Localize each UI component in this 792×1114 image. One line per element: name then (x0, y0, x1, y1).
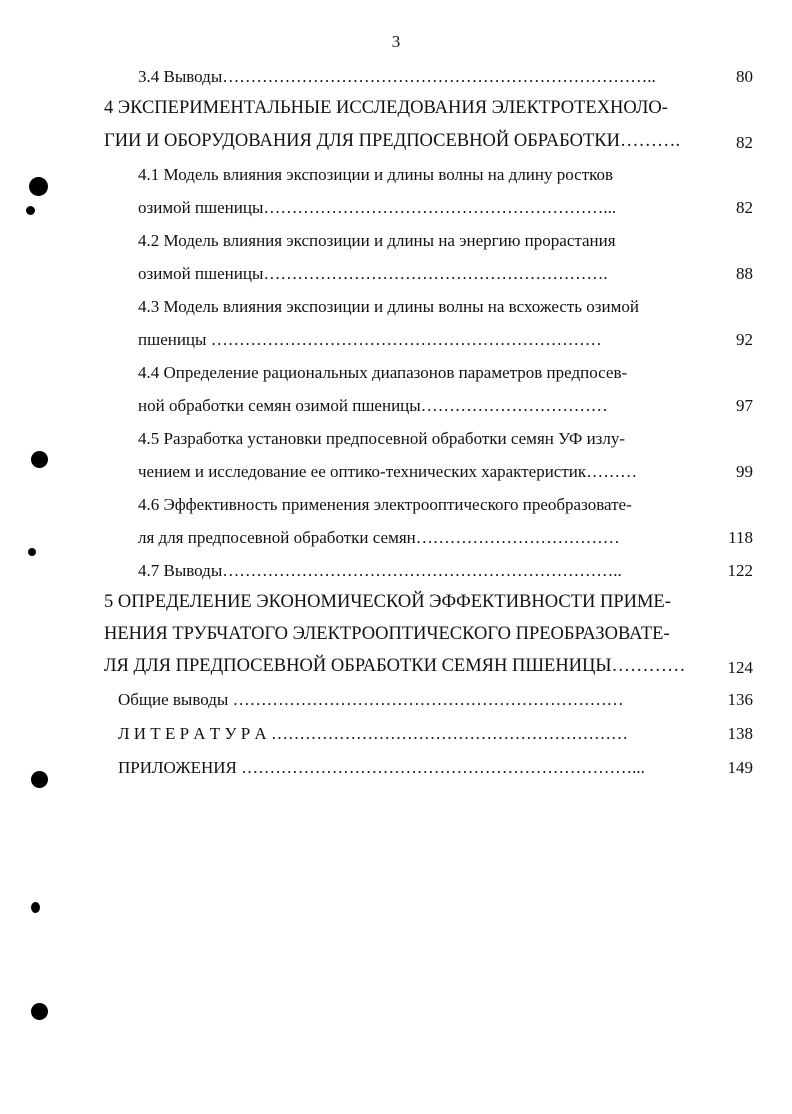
toc-entry-page: 97 (736, 396, 753, 415)
toc-entry-text: ЛЯ ДЛЯ ПРЕДПОСЕВНОЙ ОБРАБОТКИ СЕМЯН ПШЕНИЦЫ………… (104, 656, 686, 676)
page-number: 3 (391, 32, 401, 51)
scan-speck (26, 206, 35, 215)
binder-hole-mark (31, 1003, 48, 1020)
toc-entry-text: 5 ОПРЕДЕЛЕНИЕ ЭКОНОМИЧЕСКОЙ ЭФФЕКТИВНОСТИ ПРИМЕ- (104, 592, 671, 612)
toc-entry-page: 149 (727, 758, 753, 777)
toc-entry-page: 138 (727, 724, 753, 743)
toc-entry-text: Общие выводы …………………………………………………………… (118, 690, 624, 709)
toc-entry-page: 88 (736, 264, 753, 283)
binder-hole-mark (29, 177, 48, 196)
toc-entry-text: 4 ЭКСПЕРИМЕНТАЛЬНЫЕ ИССЛЕДОВАНИЯ ЭЛЕКТРОТЕХНОЛО- (104, 98, 668, 118)
toc-entry-text: 4.4 Определение рациональных диапазонов параметров предпосев- (138, 363, 628, 382)
toc-entry-text: 4.3 Модель влияния экспозиции и длины волны на всхожесть озимой (138, 297, 639, 316)
toc-entry-page: 124 (727, 658, 753, 677)
toc-entry-text: ля для предпосевной обработки семян……………………………… (138, 528, 620, 547)
toc-entry-text: чением и исследование ее оптико-технических характеристик……… (138, 462, 638, 481)
toc-entry-text: 4.5 Разработка установки предпосевной обработки семян УФ излу- (138, 429, 626, 448)
toc-entry-text: ной обработки семян озимой пшеницы…………………………… (138, 396, 608, 415)
toc-entry-text: озимой пшеницы……………………………………………………. (138, 264, 608, 283)
toc-entry-page: 92 (736, 330, 753, 349)
toc-entry-text: 4.1 Модель влияния экспозиции и длины волны на длину ростков (138, 165, 614, 184)
toc-entry-page: 136 (727, 690, 753, 709)
toc-entry-page: 82 (736, 133, 753, 152)
toc-entry-text: 4.7 Выводы…………………………………………………………….. (138, 561, 622, 580)
toc-entry-text: ГИИ И ОБОРУДОВАНИЯ ДЛЯ ПРЕДПОСЕВНОЙ ОБРАБОТКИ………. (104, 131, 681, 151)
scan-speck (28, 548, 36, 556)
toc-entry-page: 118 (728, 528, 753, 547)
binder-hole-mark (31, 771, 48, 788)
toc-entry-text: пшеницы …………………………………………………………… (138, 330, 602, 349)
toc-entry-text: ПРИЛОЖЕНИЯ ……………………………………………………………... (118, 758, 645, 777)
toc-entry-text: озимой пшеницы……………………………………………………... (138, 198, 617, 217)
toc-entry-page: 82 (736, 198, 753, 217)
scan-speck (31, 902, 40, 913)
toc-entry-page: 99 (736, 462, 753, 481)
toc-entry-page: 122 (727, 561, 753, 580)
toc-entry-text: 3.4 Выводы………………………………………………………………….. (138, 67, 656, 86)
toc-entry-text: НЕНИЯ ТРУБЧАТОГО ЭЛЕКТРООПТИЧЕСКОГО ПРЕОБРАЗОВАТЕ- (104, 624, 670, 644)
toc-entry-text: 4.6 Эффективность применения электрооптического преобразовате- (138, 495, 632, 514)
toc-entry-page: 80 (736, 67, 753, 86)
toc-entry-text: Л И Т Е Р А Т У Р А ……………………………………………………… (118, 724, 628, 743)
toc-entry-text: 4.2 Модель влияния экспозиции и длины на энергию прорастания (138, 231, 616, 250)
binder-hole-mark (31, 451, 48, 468)
